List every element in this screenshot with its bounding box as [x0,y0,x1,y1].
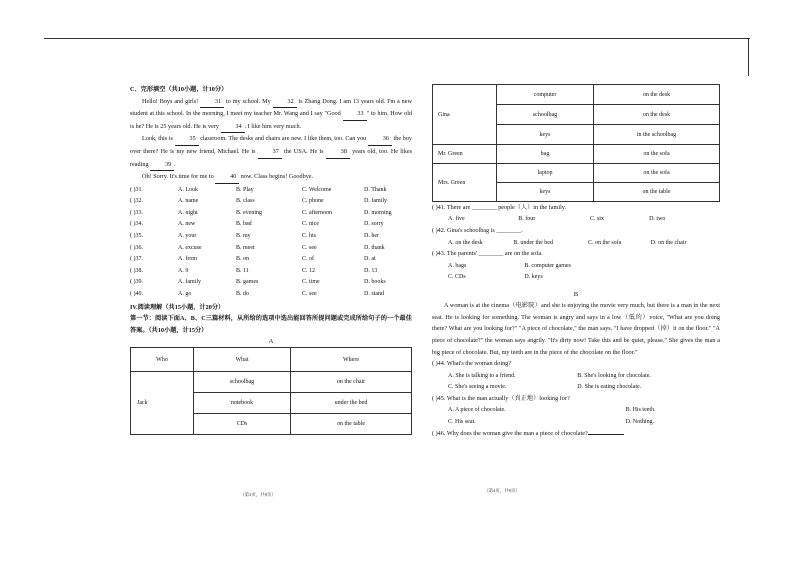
option-b: B. class [236,198,255,205]
passage-text: now. Class begins! Goodbye. [239,173,314,181]
option-c: C. afternoon [302,209,332,216]
option-c: C. see [302,244,317,251]
table-cell: bag [497,145,594,164]
question-row [130,219,412,231]
option-d: D. her [364,232,379,239]
info-table-bottom [432,84,720,202]
option-a: A. go [178,290,192,297]
passage-text: is Zhang Dong. I am 13 years old. I'm a new student at this school. In the morning, I meet my teacher Mr. Wang and I say "Good [130,97,412,118]
option-a: A. night [178,209,198,216]
passage-text: to my school. My [224,97,273,105]
option-b: B. Play [236,186,254,193]
option-d: D. thank [364,244,385,251]
question-number[interactable]: ( )37. [130,256,143,263]
answer-option: D. She is eating chocolate. [577,384,642,391]
question-stem: ( )42. Gina's schoolbag is ________. [432,227,523,235]
table-cell: Mr. Green [433,145,497,164]
table-cell: Jack [131,372,194,435]
answer-blank[interactable]: 37 [258,146,282,159]
passage-title: B [573,291,579,299]
answer-option: B. under the bed [513,239,553,246]
question-stem: ( )41. There are ________ people（人）in the family. [432,204,567,211]
table-cell: on the table [594,183,720,202]
question-stem: ( )45. What is the man actually（真正地）looking for? [432,394,570,402]
table-cell: under the bed [291,393,412,414]
option-b: B. meet [236,244,255,251]
passage-text: years old, too. He likes reading [130,147,412,168]
option-d: D. at [364,256,376,263]
options-table [448,405,718,428]
answer-blank[interactable]: 38 [326,146,350,159]
question-row [130,207,412,219]
questions-a [432,202,720,283]
question-number[interactable]: ( )38. [130,267,143,274]
table-cell: CDs [194,414,291,435]
passage-title: A [268,338,274,346]
header-cell: Where [291,348,412,372]
exam-page-left [130,84,413,497]
answer-option: A. bags [448,262,467,269]
questions-b [432,358,720,439]
table-cell: laptop [497,164,594,183]
answer-option: A. on the desk [448,239,483,246]
answer-blank[interactable]: 33 [343,108,367,121]
section-heading: IV.阅读理解（共15小题，计20分） [130,303,225,311]
passage-text: . I like him very much. [244,122,302,130]
answer-option: B. computer games [524,262,571,269]
option-b: B. 11 [236,267,249,274]
table-cell: on the table [291,414,412,435]
answer-option: B. His teeth. [625,407,656,414]
answer-blank[interactable]: 40 [215,171,239,184]
question-stem: ( )43. The parents' ________ are on the sofa. [432,250,543,258]
table-cell: in the schoolbag [594,125,720,145]
table-cell: schoolbag [194,372,291,393]
info-table-top [130,347,412,435]
option-b: B. evening [236,209,262,216]
answer-option: D. two [649,216,666,223]
options-table [448,260,718,283]
answer-blank[interactable]: 35 [175,133,199,146]
question-number[interactable]: ( )34. [130,221,143,228]
table-cell: on the sofa [594,164,720,183]
option-a: A. your [178,232,197,239]
table-cell: computer [497,85,594,105]
cloze-paragraph [130,171,412,184]
question-number[interactable]: ( )33. [130,209,143,216]
option-a: A. excuse [178,244,202,251]
question-row [130,195,412,207]
passage-text: Hello! Boys and girls! [142,97,201,105]
option-a: A. new [178,221,196,228]
option-b: B. do [236,290,250,297]
question-number[interactable]: ( )32. [130,198,143,205]
table-cell: notebook [194,393,291,414]
passage-text: Oh! Sorry. It's time for me to [142,173,216,181]
answer-option: C. His seat. [448,418,476,425]
passage-b-text: A woman is at the cinema（电影院）and she is enjoying the movie very much, but there is a man in the next seat. He is looking for something. The woman is angry and says in a low（低的）voice, "What are you doing there? What are you looking for?" "A piece of chocolate," the man says. "I have dropped（掉）it on the floor." "A piece of chocolate?" the woman says angrily. "It's dirty now! Take this and be quiet, please." She gives the man a big piece of chocolate. But, my teeth are in the piece of the chocolate on the floor." [432,302,720,356]
option-b: B. on [236,256,250,263]
question-row [130,242,412,254]
page-footer: （第3页，共8页） [240,492,276,497]
option-a: A. name [178,198,199,205]
passage-text: the USA. He is [281,147,326,155]
answer-option: B. She's looking for chocolate. [577,372,651,379]
table-cell: on the sofa [594,145,720,164]
question-stem: ( )44. What's the woman doing? [432,360,512,368]
table-cell: Gina [433,85,497,145]
option-a: A. Look [178,186,198,193]
scan-border-line [44,38,750,39]
question-row [130,277,412,289]
table-cell: keys [497,125,594,145]
question-number[interactable]: ( )35. [130,232,143,239]
table-cell: on the chair [291,372,412,393]
option-c: C. 12 [302,267,316,274]
table-cell: schoolbag [497,105,594,125]
option-c: C. of [302,256,314,263]
option-c: C. phone [302,198,324,205]
answer-option: D. on the chair [650,239,687,246]
option-d: D. Thank [364,186,387,193]
answer-blank[interactable] [588,434,624,435]
passage-text: the boy over there? He is my new friend, Michael. He is [130,135,412,155]
options-table [448,237,718,249]
question-number[interactable]: ( )39. [130,279,143,286]
question-row [130,288,412,300]
option-b: B. games [236,279,259,286]
table-cell: on the desk [594,85,720,105]
answer-blank[interactable]: 31 [200,96,224,109]
answer-option: B. four [518,216,536,223]
exam-page-right [432,84,720,493]
scan-border-line [748,38,749,76]
options-table [448,214,718,226]
question-row [130,184,412,196]
answer-option: D. keys [524,274,543,281]
instruction-text: 第一节：阅读下面A、B、C三篇材料，从所给的选项中选出能回答所提问题或完成所给句子的一个最佳答案。（共10小题，计15分） [130,315,412,334]
answer-option: A. A piece of chocolate. [448,407,506,414]
option-c: C. Welcome [302,186,332,193]
option-a: A. 9 [178,267,189,274]
question-row [130,265,412,277]
option-c: C. nice [302,221,319,228]
cloze-passage [130,96,412,184]
option-b: B. my [236,232,251,239]
question-row [130,253,412,265]
passage-text: Look, this is [142,135,175,143]
answer-option: C. six [589,216,604,223]
option-d: D. sorry [364,221,384,228]
passage-text: " to him. How old is he? He is 25 years old. He is very [130,110,413,130]
passage-text: . [174,160,176,168]
option-c: C. time [302,279,320,286]
option-d: D. stand [364,290,384,297]
answer-option: C. She's seeing a movie. [448,384,507,391]
option-c: C. his [302,232,317,239]
table-cell: Mrs. Green [433,164,497,202]
question-number[interactable]: ( )36. [130,244,143,251]
option-a: A. from [178,256,197,263]
cloze-options-table [130,184,412,300]
answer-option: C. on the sofa [588,239,622,246]
answer-blank[interactable]: 32 [273,96,297,109]
page-footer: （第4页，共8页） [484,488,520,493]
options-table [448,370,718,393]
answer-option: C. CDs [448,274,466,281]
answer-option: A. five [448,216,465,223]
table-cell: keys [497,183,594,202]
option-a: A. family [178,279,201,286]
option-c: C. see [302,290,317,297]
answer-option: A. She is talking to a friend. [448,372,516,379]
header-cell: Who [131,348,194,372]
cloze-paragraph [130,133,412,171]
question-row [130,230,412,242]
question-number[interactable]: ( )40. [130,290,143,297]
section-heading: C、完形填空（共10小题，计10分） [130,86,228,93]
option-d: D. morning [364,209,392,216]
question-number[interactable]: ( )31. [130,186,143,193]
question-stem: ( )46. Why does the woman give the man a piece of chocolate? [432,428,720,440]
header-cell: What [194,348,291,372]
answer-option: D. Nothing. [625,418,655,425]
option-b: B. bad [236,221,252,228]
answer-blank[interactable]: 39 [150,159,174,172]
cloze-paragraph [130,96,412,134]
passage-text: classroom. The desks and chairs are new. I like them, too. Can you [198,135,368,143]
answer-blank[interactable]: 34 [221,121,245,134]
option-d: D. family [364,198,387,205]
answer-blank[interactable]: 36 [368,133,392,146]
option-d: D. 13 [364,267,378,274]
option-d: D. books [364,279,386,286]
table-cell: on the desk [594,105,720,125]
